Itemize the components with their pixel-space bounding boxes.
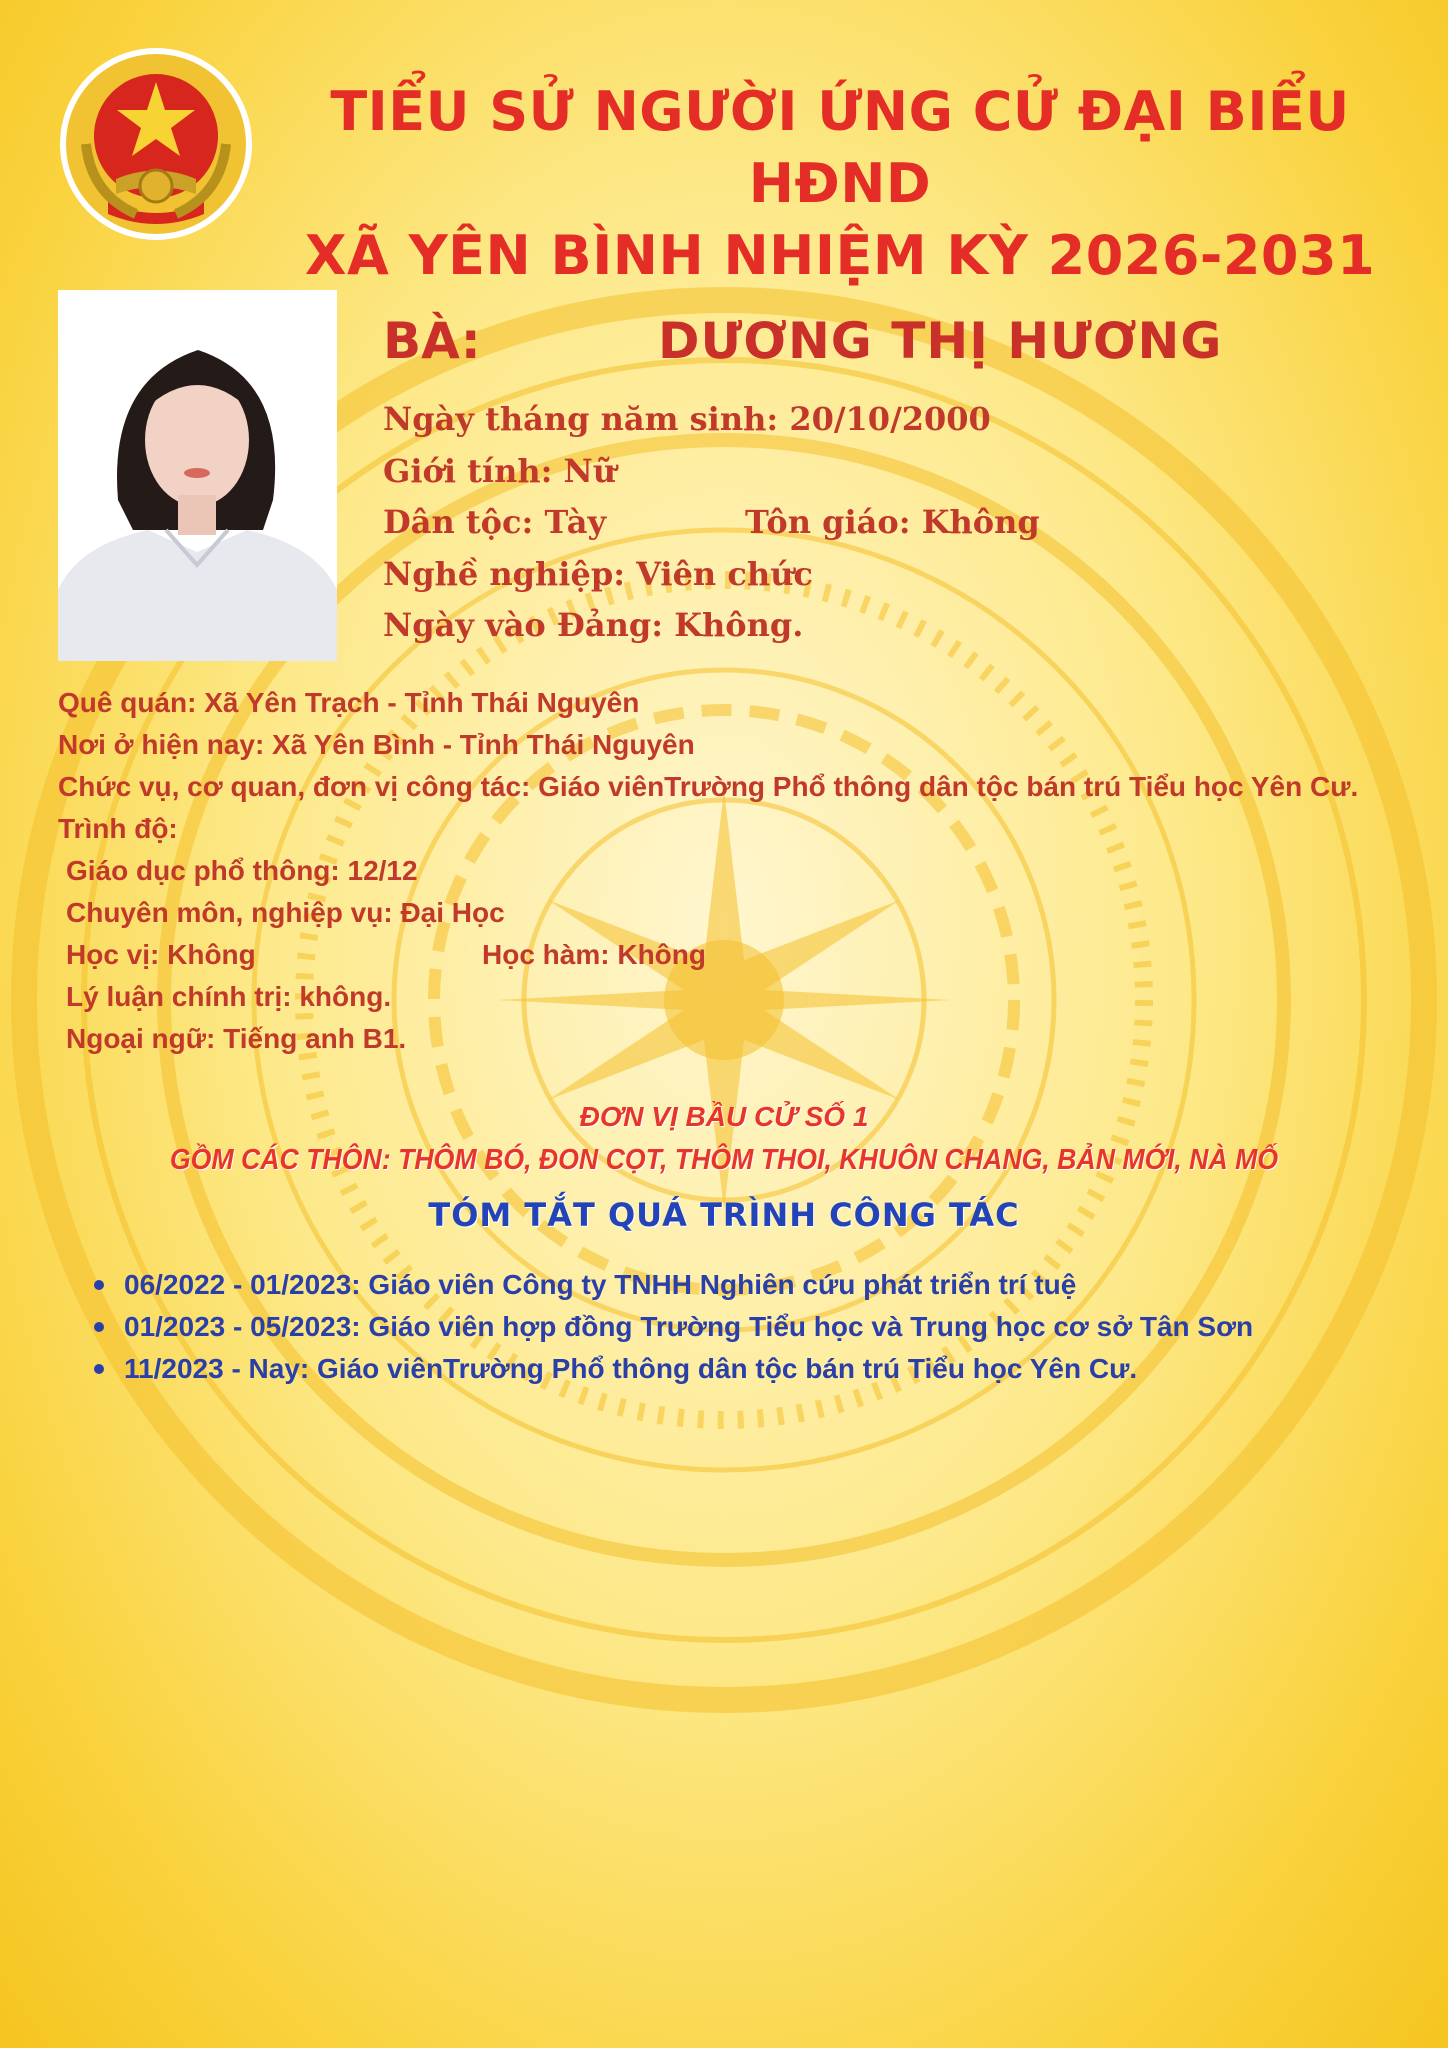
degree-field: Học vị: Không <box>66 939 256 970</box>
electoral-unit-villages: GỒM CÁC THÔN: THÔM BÓ, ĐON CỌT, THÔM THOI, KHUÔN CHANG, BẢN MỚI, NÀ MỐ <box>169 1144 1279 1176</box>
academic-title-field: Học hàm: Không <box>482 939 706 970</box>
list-item <box>92 1348 1412 1390</box>
gender-field: Giới tính: Nữ <box>383 451 617 490</box>
hometown-field: Quê quán: Xã Yên Trạch - Tỉnh Thái Nguyên <box>58 687 640 718</box>
work-history-title: TÓM TẮT QUÁ TRÌNH CÔNG TÁC <box>428 1196 1020 1234</box>
work-history-entry: 06/2022 - 01/2023: Giáo viên Công ty TNHH Nghiên cứu phát triển trí tuệ <box>124 1269 1077 1300</box>
specialty-field: Chuyên môn, nghiệp vụ: Đại Học <box>66 897 505 928</box>
foreign-language-field: Ngoại ngữ: Tiếng anh B1. <box>66 1023 407 1054</box>
name-prefix: BÀ: <box>383 312 481 370</box>
political-theory-field: Lý luận chính trị: không. <box>66 981 392 1012</box>
party-date-field: Ngày vào Đảng: Không. <box>383 606 804 644</box>
bullet-icon <box>94 1280 104 1290</box>
list-item <box>92 1306 1412 1348</box>
candidate-photo <box>58 290 337 661</box>
position-field: Chức vụ, cơ quan, đơn vị công tác: Giáo viênTrường Phổ thông dân tộc bán trú Tiểu học Yên Cư. <box>58 771 1359 802</box>
general-education-field: Giáo dục phổ thông: 12/12 <box>66 855 418 886</box>
candidate-name-row <box>383 306 1383 376</box>
title-line-1: TIỂU SỬ NGƯỜI ỨNG CỬ ĐẠI BIỂU HĐND <box>330 80 1350 215</box>
religion-field: Tôn giáo: Không <box>745 503 1040 541</box>
degree-row <box>58 934 1428 976</box>
work-history-list <box>92 1264 1412 1390</box>
candidate-details <box>58 682 1428 1060</box>
bullet-icon <box>94 1364 104 1374</box>
national-emblem <box>56 44 256 244</box>
ethnicity-field: Dân tộc: Tày <box>383 503 607 541</box>
occupation-field: Nghề nghiệp: Viên chức <box>383 554 813 593</box>
dob-field: Ngày tháng năm sinh: 20/10/2000 <box>383 400 991 438</box>
bullet-icon <box>94 1322 104 1332</box>
ethnicity-religion-row <box>383 497 1383 549</box>
education-heading: Trình độ: <box>58 813 178 844</box>
list-item <box>92 1264 1412 1306</box>
personal-info <box>383 394 1383 652</box>
title-line-2: XÃ YÊN BÌNH NHIỆM KỲ 2026-2031 <box>304 224 1376 287</box>
work-history-entry: 11/2023 - Nay: Giáo viênTrường Phổ thông dân tộc bán trú Tiểu học Yên Cư. <box>124 1353 1138 1384</box>
electoral-unit-heading: ĐƠN VỊ BẦU CỬ SỐ 1 <box>579 1101 869 1132</box>
candidate-name: DƯƠNG THỊ HƯƠNG <box>658 312 1223 370</box>
work-history-entry: 01/2023 - 05/2023: Giáo viên hợp đồng Trường Tiểu học và Trung học cơ sở Tân Sơn <box>124 1311 1254 1342</box>
residence-field: Nơi ở hiện nay: Xã Yên Bình - Tỉnh Thái Nguyên <box>58 729 695 760</box>
document-title <box>260 76 1420 292</box>
